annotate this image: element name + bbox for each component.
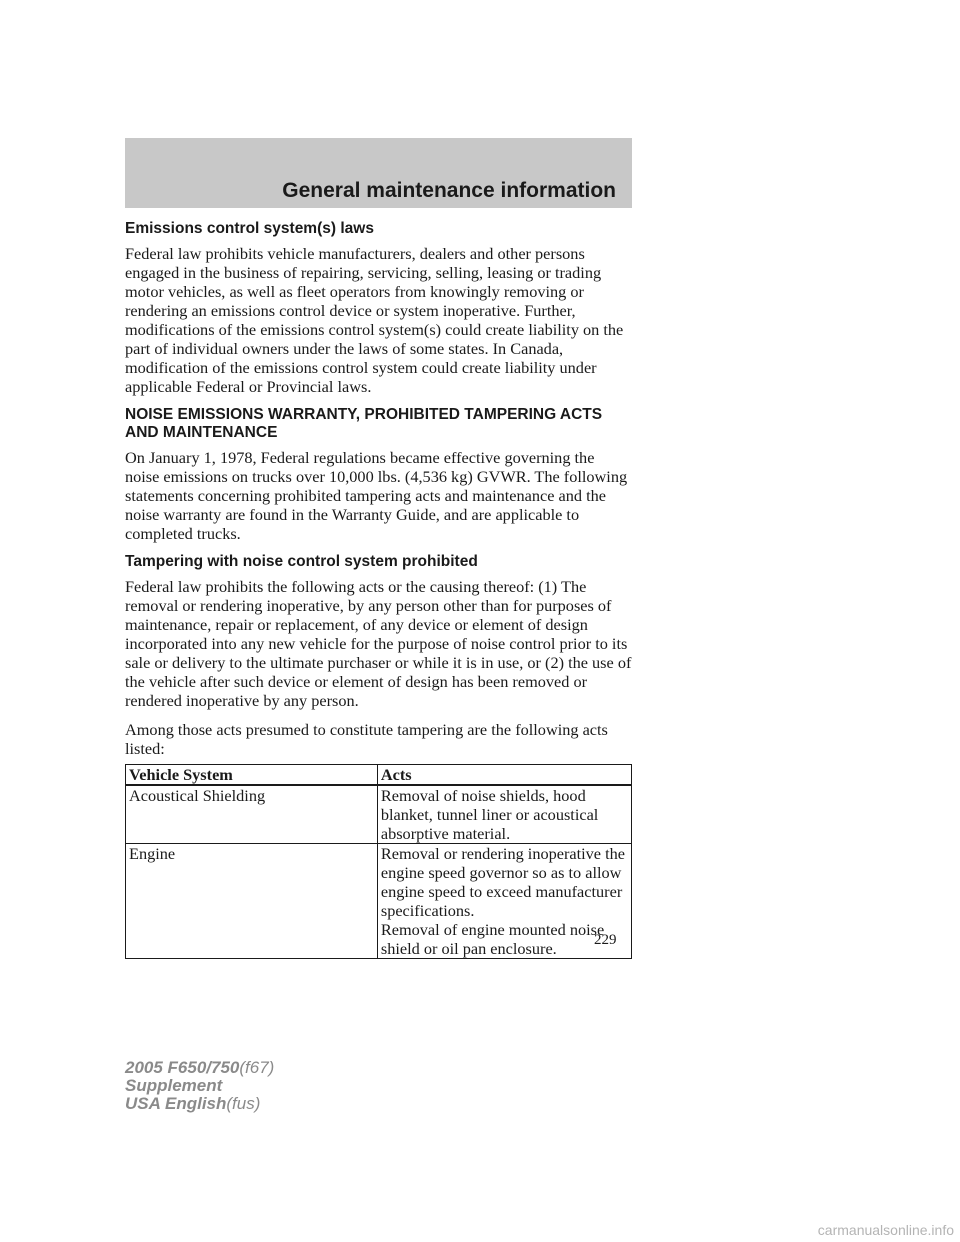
watermark-link[interactable]: carmanualsonline.info bbox=[817, 1222, 954, 1238]
table-header-vehicle-system: Vehicle System bbox=[126, 765, 378, 786]
footer-model: 2005 F650/750 bbox=[125, 1058, 240, 1077]
table-cell-acts bbox=[377, 785, 631, 844]
page-number: 229 bbox=[594, 932, 617, 948]
footer-model-code: (f67) bbox=[239, 1058, 275, 1077]
header-band bbox=[125, 138, 632, 208]
tampering-acts-table bbox=[125, 764, 632, 959]
document-footer bbox=[125, 1059, 274, 1113]
table-cell-act: Removal of noise shields, hood blanket, tunnel liner or acoustical absorptive material. bbox=[380, 786, 599, 843]
table-row bbox=[126, 785, 632, 844]
section-heading-tampering: Tampering with noise control system prohibited bbox=[125, 553, 478, 570]
table-cell-system: Acoustical Shielding bbox=[126, 785, 378, 844]
table-header-row bbox=[126, 765, 632, 786]
main-content bbox=[125, 220, 632, 959]
paragraph-tampering-2: Among those acts presumed to constitute tampering are the following acts listed: bbox=[125, 720, 608, 758]
paragraph-tampering-1: Federal law prohibits the following acts or the causing thereof: (1) The removal or rendering inoperative, by any person other than for purposes of maintenance, repair or replacement, of any device or element of design incorporated into any new vehicle for the purpose of noise control prior to its sale or delivery to the ultimate purchaser or while it is in use, or (2) the use of the vehicle after such device or element of design has been removed or rendered inoperative by any person. bbox=[125, 577, 632, 710]
table-header-acts: Acts bbox=[377, 765, 631, 786]
table-cell-system: Engine bbox=[126, 844, 378, 959]
paragraph-noise-warranty: On January 1, 1978, Federal regulations became effective governing the noise emissions on trucks over 10,000 lbs. (4,536 kg) GVWR. The following statements concerning prohibited tampering acts and maintenance and the noise warranty are found in the Warranty Guide, and are applicable to completed trucks. bbox=[125, 448, 628, 543]
footer-doc-type: Supplement bbox=[125, 1076, 223, 1095]
section-heading-emissions-law: Emissions control system(s) laws bbox=[125, 220, 374, 237]
table-cell-act: Removal of engine mounted noise shield or oil pan enclosure. bbox=[380, 920, 605, 958]
table-row bbox=[126, 844, 632, 959]
paragraph-emissions-law: Federal law prohibits vehicle manufacturers, dealers and other persons engaged in the business of repairing, servicing, selling, leasing or trading motor vehicles, as well as fleet operators from knowingly removing or rendering an emissions control device or system inoperative. Further, modifications of the emissions control system(s) could create liability on the part of individual owners under the laws of some states. In Canada, modification of the emissions control system could create liability under applicable Federal or Provincial laws. bbox=[125, 244, 624, 396]
footer-language: USA English bbox=[125, 1094, 227, 1113]
page-title: General maintenance information bbox=[282, 179, 616, 202]
table-cell-act: Removal or rendering inoperative the engine speed governor so as to allow engine speed to exceed manufacturer specifications. bbox=[380, 844, 625, 920]
footer-language-code: (fus) bbox=[226, 1094, 261, 1113]
section-heading-noise-warranty: NOISE EMISSIONS WARRANTY, PROHIBITED TAMPERING ACTS AND MAINTENANCE bbox=[125, 406, 603, 441]
